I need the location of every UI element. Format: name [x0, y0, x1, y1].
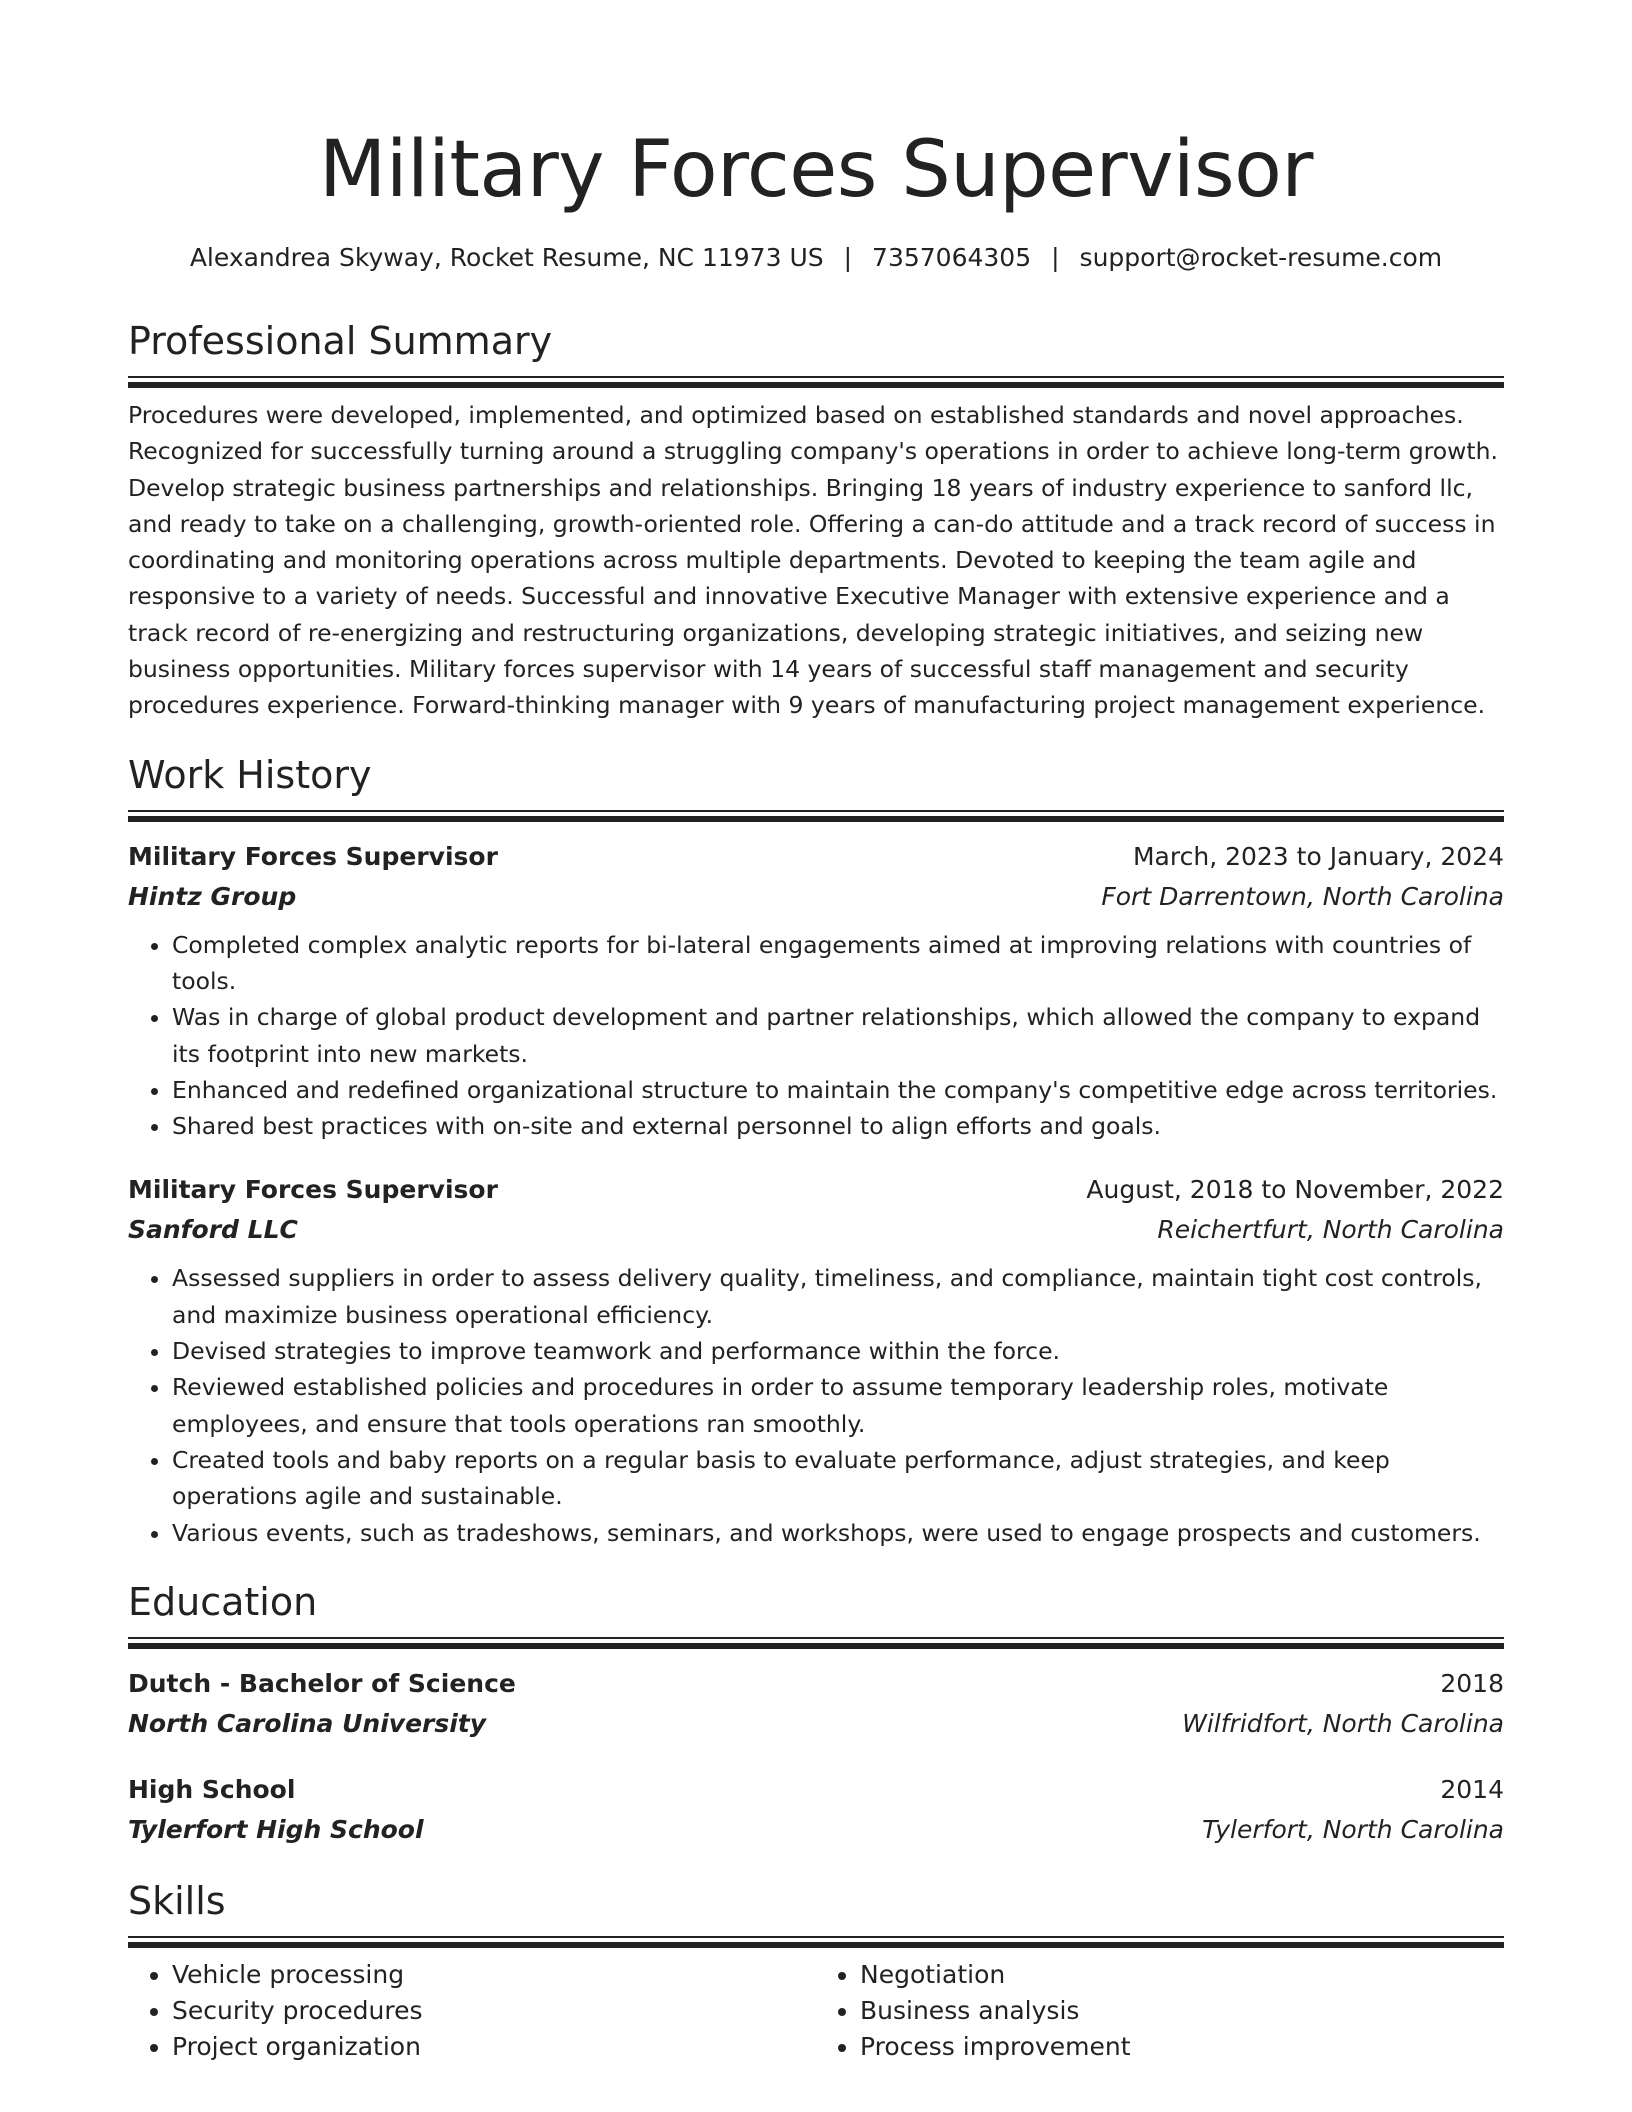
skill-item: • Vehicle processing [172, 1957, 816, 1993]
job-location: Fort Darrentown, North Carolina [1101, 881, 1504, 911]
job-title: Military Forces Supervisor [128, 841, 498, 871]
school-name: Tylerfort High School [128, 1814, 424, 1844]
work-history-heading: Work History [128, 752, 372, 797]
summary-section [128, 316, 1504, 724]
section-divider [128, 1637, 1504, 1648]
education-entry [128, 1770, 1504, 1850]
degree-title: Dutch - Bachelor of Science [128, 1668, 516, 1698]
job-company: Hintz Group [128, 881, 297, 911]
resume-page [128, 120, 1504, 2066]
skills-list-right [816, 1957, 1504, 2066]
contact-separator: | [1051, 243, 1060, 272]
job-duties-list [128, 927, 1504, 1145]
job-duty-item: • Was in charge of global product development and partner relationships, which allowed the company to expand its footprint into new markets. [172, 999, 1504, 1072]
job-duty-item: • Reviewed established policies and procedures in order to assume temporary leadership roles, motivate employees, and ensure that tools operations ran smoothly. [172, 1369, 1504, 1442]
job-entry [128, 837, 1504, 1145]
job-duty-item: • Devised strategies to improve teamwork and performance within the force. [172, 1333, 1504, 1369]
degree-title: High School [128, 1774, 296, 1804]
job-dates: March, 2023 to January, 2024 [1132, 841, 1504, 871]
school-name: North Carolina University [128, 1708, 487, 1738]
job-duty-item: • Shared best practices with on-site and external personnel to align efforts and goals. [172, 1108, 1504, 1144]
job-duties-list [128, 1260, 1504, 1550]
job-location: Reichertfurt, North Carolina [1157, 1215, 1504, 1245]
section-divider [128, 810, 1504, 821]
education-section [128, 1577, 1504, 1850]
school-location: Wilfridfort, North Carolina [1182, 1708, 1504, 1738]
education-heading: Education [128, 1579, 318, 1624]
skill-item: • Process improvement [860, 2029, 1504, 2065]
summary-heading: Professional Summary [128, 319, 553, 363]
skill-item: • Security procedures [172, 1993, 816, 2029]
section-divider [128, 1936, 1504, 1947]
contact-line [128, 240, 1504, 276]
graduation-year: 2018 [1440, 1668, 1504, 1698]
section-divider [128, 376, 1504, 387]
job-entry [128, 1170, 1504, 1550]
job-title: Military Forces Supervisor [128, 1175, 498, 1205]
contact-phone: 7357064305 [872, 243, 1032, 272]
contact-email: support@rocket-resume.com [1079, 243, 1443, 272]
graduation-year: 2014 [1440, 1774, 1504, 1804]
skills-list-left [128, 1957, 816, 2066]
job-duty-item: • Enhanced and redefined organizational structure to maintain the company's competitive edge across territories. [172, 1072, 1504, 1108]
skill-item: • Negotiation [860, 1957, 1504, 1993]
contact-address: Alexandrea Skyway, Rocket Resume, NC 11973 US [189, 243, 824, 272]
job-dates: August, 2018 to November, 2022 [1086, 1175, 1504, 1205]
skill-item: • Project organization [172, 2029, 816, 2065]
resume-name-heading: Military Forces Supervisor [319, 125, 1313, 215]
job-company: Sanford LLC [128, 1215, 298, 1245]
summary-text: Procedures were developed, implemented, and optimized based on established standards and novel approaches. Recognized for successfully turning around a struggling company's operations in order to achieve long-term growth. Develop strategic business partnerships and relationships. Bringing 18 years of industry experience to sanford llc, and ready to take on a challenging, growth-oriented role. Offering a can-do attitude and a track record of success in coordinating and monitoring operations across multiple departments. Devoted to keeping the team agile and responsive to a variety of needs. Successful and innovative Executive Manager with extensive experience and a track record of re-energizing and restructuring organizations, developing strategic initiatives, and seizing new business opportunities. Military forces supervisor with 14 years of successful staff management and security procedures experience. Forward-thinking manager with 9 years of manufacturing project management experience. [128, 401, 1498, 720]
education-entry [128, 1664, 1504, 1744]
contact-separator: | [843, 243, 853, 272]
job-duty-item: • Various events, such as tradeshows, seminars, and workshops, were used to engage prospects and customers. [172, 1515, 1504, 1551]
job-duty-item: • Completed complex analytic reports for bi-lateral engagements aimed at improving relations with countries of tools. [172, 927, 1504, 1000]
job-duty-item: • Created tools and baby reports on a regular basis to evaluate performance, adjust strategies, and keep operations agile and sustainable. [172, 1442, 1504, 1515]
skills-section [128, 1876, 1504, 2066]
skills-columns [128, 1957, 1504, 2066]
skill-item: • Business analysis [860, 1993, 1504, 2029]
work-history-section [128, 750, 1504, 1551]
job-duty-item: • Assessed suppliers in order to assess delivery quality, timeliness, and compliance, maintain tight cost controls, and maximize business operational efficiency. [172, 1260, 1504, 1333]
school-location: Tylerfort, North Carolina [1202, 1814, 1504, 1844]
skills-heading: Skills [128, 1878, 226, 1923]
